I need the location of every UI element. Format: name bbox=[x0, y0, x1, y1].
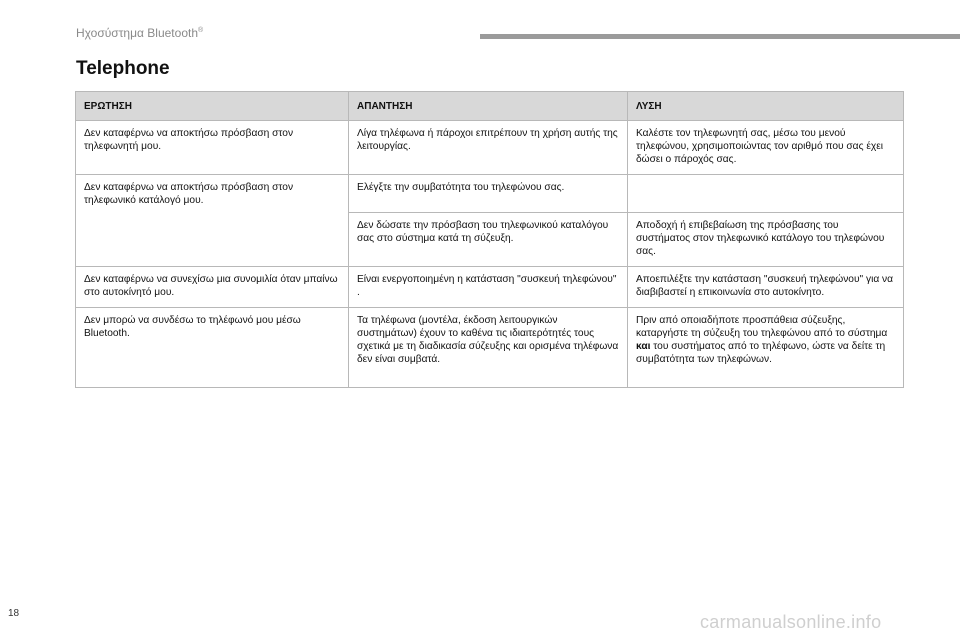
answer-cell: Είναι ενεργοποιημένη η κατάσταση "συσκευή τηλεφώνου" . bbox=[349, 267, 628, 308]
answer-cell: Ελέγξτε την συμβατότητα του τηλεφώνου σας. bbox=[349, 175, 628, 213]
table-row bbox=[76, 308, 904, 388]
solution-text: Πριν από οποιαδήποτε προσπάθεια σύζευξης, καταργήστε τη σύζευξη του τηλεφώνου από το σύστημα bbox=[636, 315, 888, 339]
solution-cell: Αποδοχή ή επιβεβαίωση της πρόσβασης του συστήματος στον τηλεφωνικό κατάλογο του τηλεφώνου σας. bbox=[628, 213, 904, 267]
answer-cell: Δεν δώσατε την πρόσβαση του τηλεφωνικού καταλόγου σας στο σύστημα κατά τη σύζευξη. bbox=[349, 213, 628, 267]
watermark: carmanualsonline.info bbox=[700, 612, 882, 632]
header-bar bbox=[480, 34, 960, 39]
answer-cell: Τα τηλέφωνα (μοντέλα, έκδοση λειτουργικών συστημάτων) έχουν το καθένα τις ιδιαιτερότητές τους σχετικά με τη διαδικασία σύζευξης και ορισμένα τηλέφωνα δεν είναι συμβατά. bbox=[349, 308, 628, 388]
table-row bbox=[76, 121, 904, 175]
answer-cell: Λίγα τηλέφωνα ή πάροχοι επιτρέπουν τη χρήση αυτής της λειτουργίας. bbox=[349, 121, 628, 175]
column-header-solution: ΛΥΣΗ bbox=[628, 92, 904, 121]
table-row bbox=[76, 267, 904, 308]
column-header-question: ΕΡΩΤΗΣΗ bbox=[76, 92, 349, 121]
section-title: Telephone bbox=[76, 58, 170, 79]
question-cell: Δεν μπορώ να συνδέσω το τηλέφωνό μου μέσω Bluetooth. bbox=[76, 308, 349, 388]
column-header-answer: ΑΠΑΝΤΗΣΗ bbox=[349, 92, 628, 121]
header-title-text: Ηχοσύστημα Bluetooth bbox=[76, 26, 198, 40]
table-header-row bbox=[76, 92, 904, 121]
question-cell: Δεν καταφέρνω να συνεχίσω μια συνομιλία όταν μπαίνω στο αυτοκίνητό μου. bbox=[76, 267, 349, 308]
question-cell: Δεν καταφέρνω να αποκτήσω πρόσβαση στον τηλεφωνητή μου. bbox=[76, 121, 349, 175]
solution-cell bbox=[628, 308, 904, 388]
solution-cell: Αποεπιλέξτε την κατάσταση "συσκευή τηλεφώνου" για να διαβιβαστεί η επικοινωνία στο αυτοκίνητο. bbox=[628, 267, 904, 308]
question-cell: Δεν καταφέρνω να αποκτήσω πρόσβαση στον τηλεφωνικό κατάλογό μου. bbox=[76, 175, 349, 267]
header-title bbox=[76, 26, 203, 40]
page-number: 18 bbox=[8, 608, 20, 619]
table-row bbox=[76, 175, 904, 213]
solution-cell bbox=[628, 175, 904, 213]
solution-emphasis: και bbox=[636, 341, 651, 352]
solution-cell: Καλέστε τον τηλεφωνητή σας, μέσω του μενού τηλεφώνου, χρησιμοποιώντας τον αριθμό που σας έχει δώσει ο πάροχός σας. bbox=[628, 121, 904, 175]
solution-text: του συστήματος από το τηλέφωνο, ώστε να δείτε τη συμβατότητα των τηλεφώνων. bbox=[636, 341, 886, 365]
registered-mark: ® bbox=[198, 27, 204, 34]
faq-table bbox=[75, 91, 904, 388]
